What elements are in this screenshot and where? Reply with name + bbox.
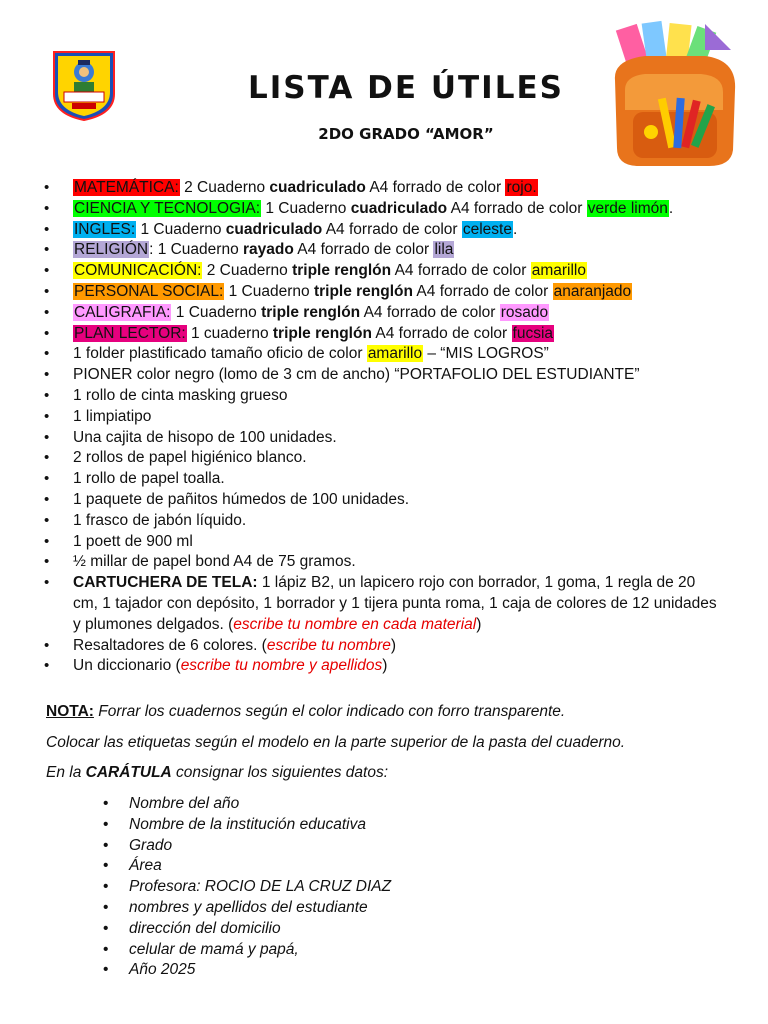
- item-text: A4 forrado de color: [365, 179, 506, 196]
- item-text: 2 Cuaderno: [202, 262, 293, 280]
- caratula-paragraph: [46, 763, 736, 784]
- list-item-caligrafia: [0, 303, 768, 324]
- item-text: Resaltadores de 6 colores. (: [73, 636, 267, 654]
- red-note: escribe tu nombre y apellidos: [180, 657, 383, 675]
- area-label: INGLES:: [74, 220, 136, 238]
- caratula-item: • dirección del domicilio: [0, 919, 768, 940]
- caratula-list: [0, 794, 768, 981]
- item-bold: cuadriculado: [350, 199, 448, 217]
- area-label: PERSONAL SOCIAL:: [74, 282, 224, 300]
- caratula-item: • Área: [0, 856, 768, 877]
- caratula-text: consignar los siguientes datos:: [171, 764, 389, 781]
- item-text: A4 forrado de color: [322, 220, 462, 238]
- list-item-resaltadores: [0, 636, 768, 657]
- nota-paragraph: [46, 702, 736, 723]
- list-item-personal-social: [0, 282, 768, 303]
- color-word: verde limón: [587, 199, 668, 217]
- list-item: • 1 paquete de pañitos húmedos de 100 unidades.: [0, 490, 768, 511]
- color-word: amarillo: [367, 345, 423, 363]
- list-item: • 2 rollos de papel higiénico blanco.: [0, 448, 768, 469]
- item-text: Un diccionario (: [73, 657, 181, 675]
- item-text: ): [476, 615, 482, 633]
- red-note: escribe tu nombre en cada material: [233, 615, 477, 633]
- list-item-ingles: [0, 220, 768, 241]
- area-label: MATEMÁTICA:: [74, 179, 179, 196]
- caratula-item: • Año 2025: [0, 960, 768, 981]
- item-text: 1 Cuaderno: [136, 220, 226, 238]
- area-label: PLAN LECTOR:: [74, 324, 186, 342]
- item-text: 1 cuaderno: [186, 324, 273, 342]
- item-text: 1 folder plastificado tamaño oficio de color: [73, 345, 367, 363]
- item-bold: triple renglón: [261, 303, 361, 321]
- list-item-ciencia: [0, 199, 768, 220]
- item-text: ): [390, 636, 397, 654]
- color-word: lila: [434, 241, 454, 259]
- color-word: amarillo: [531, 262, 586, 280]
- item-bold: cuadriculado: [269, 179, 366, 196]
- list-item-religion: [0, 240, 768, 261]
- color-word: fucsia: [512, 324, 554, 342]
- color-word: rosado: [500, 303, 549, 321]
- item-bold: triple renglón: [292, 262, 392, 280]
- item-bold: cuadriculado: [225, 220, 323, 238]
- area-label: CALIGRAFIA:: [74, 303, 171, 321]
- item-text: .: [512, 220, 518, 238]
- caratula-item: • Grado: [0, 836, 768, 857]
- nota-text: Forrar los cuadernos según el color indicado con forro transparente.: [93, 703, 566, 720]
- list-item: • 1 rollo de papel toalla.: [0, 469, 768, 490]
- page-title: LISTA DE ÚTILES: [248, 70, 564, 106]
- nota-label: NOTA:: [46, 703, 94, 720]
- area-label: CIENCIA Y TECNOLOGIA:: [74, 199, 261, 217]
- etiquetas-paragraph: Colocar las etiquetas según el modelo en la parte superior de la pasta del cuaderno.: [46, 733, 626, 751]
- red-note: escribe tu nombre: [266, 636, 391, 654]
- caratula-item: • nombres y apellidos del estudiante: [0, 898, 768, 919]
- caratula-item: • Nombre de la institución educativa: [0, 815, 768, 836]
- item-text: : 1 Cuaderno: [149, 241, 244, 259]
- supplies-list: [0, 178, 768, 677]
- notes-section: [46, 702, 736, 794]
- area-label: COMUNICACIÓN:: [74, 262, 202, 280]
- caratula-bold: CARÁTULA: [85, 764, 172, 781]
- list-item-plan-lector: [0, 324, 768, 345]
- item-bold: triple renglón: [272, 324, 372, 342]
- list-item: • 1 limpiatipo: [0, 407, 768, 428]
- caratula-item: • Nombre del año: [0, 794, 768, 815]
- list-item-cartuchera: [0, 573, 768, 635]
- list-item-diccionario: [0, 656, 768, 677]
- item-bold: triple renglón: [313, 282, 413, 300]
- caratula-item: • celular de mamá y papá,: [0, 940, 768, 961]
- item-text: 1 Cuaderno: [171, 303, 262, 321]
- list-item: • ½ millar de papel bond A4 de 75 gramos.: [0, 552, 768, 573]
- item-text: – “MIS LOGROS”: [423, 345, 549, 363]
- cartuchera-label: CARTUCHERA DE TELA:: [73, 574, 258, 592]
- list-item: • PIONER color negro (lomo de 3 cm de ancho) “PORTAFOLIO DEL ESTUDIANTE”: [0, 365, 768, 386]
- item-text: 1 Cuaderno: [261, 199, 351, 217]
- color-word: celeste: [462, 220, 512, 238]
- item-text: A4 forrado de color: [447, 199, 587, 217]
- list-item-matematica: [0, 178, 768, 199]
- item-text: 1 Cuaderno: [224, 282, 314, 300]
- item-text: A4 forrado de color: [293, 241, 434, 259]
- list-item-comunicacion: [0, 261, 768, 282]
- item-text: A4 forrado de color: [371, 324, 512, 342]
- list-item-folder: [0, 344, 768, 365]
- page-subtitle: 2DO GRADO “AMOR”: [318, 125, 494, 143]
- list-item: • Una cajita de hisopo de 100 unidades.: [0, 428, 768, 449]
- color-word: anaranjado: [553, 282, 632, 300]
- area-label: RELIGIÓN: [74, 241, 149, 259]
- item-bold: rayado: [243, 241, 294, 259]
- item-text: 1 lápiz B2, un lapicero rojo con borrador, 1 goma, 1 regla de 20 cm, 1 tajador con depósito, 1 borrador y 1 tijera punta roma, 1 caja de colores de 12 unidades y plumones delgados. (: [73, 574, 717, 633]
- caratula-item: • Profesora: ROCIO DE LA CRUZ DIAZ: [0, 877, 768, 898]
- item-text: A4 forrado de color: [360, 303, 500, 321]
- item-text: A4 forrado de color: [412, 282, 553, 300]
- color-word: rojo.: [506, 179, 537, 196]
- item-text: 2 Cuaderno: [179, 179, 270, 196]
- item-text: ): [382, 657, 388, 675]
- list-item: • 1 rollo de cinta masking grueso: [0, 386, 768, 407]
- caratula-text: En la: [46, 764, 86, 781]
- item-text: A4 forrado de color: [391, 262, 531, 280]
- item-text: .: [668, 199, 674, 217]
- list-item: • 1 poett de 900 ml: [0, 532, 768, 553]
- list-item: • 1 frasco de jabón líquido.: [0, 511, 768, 532]
